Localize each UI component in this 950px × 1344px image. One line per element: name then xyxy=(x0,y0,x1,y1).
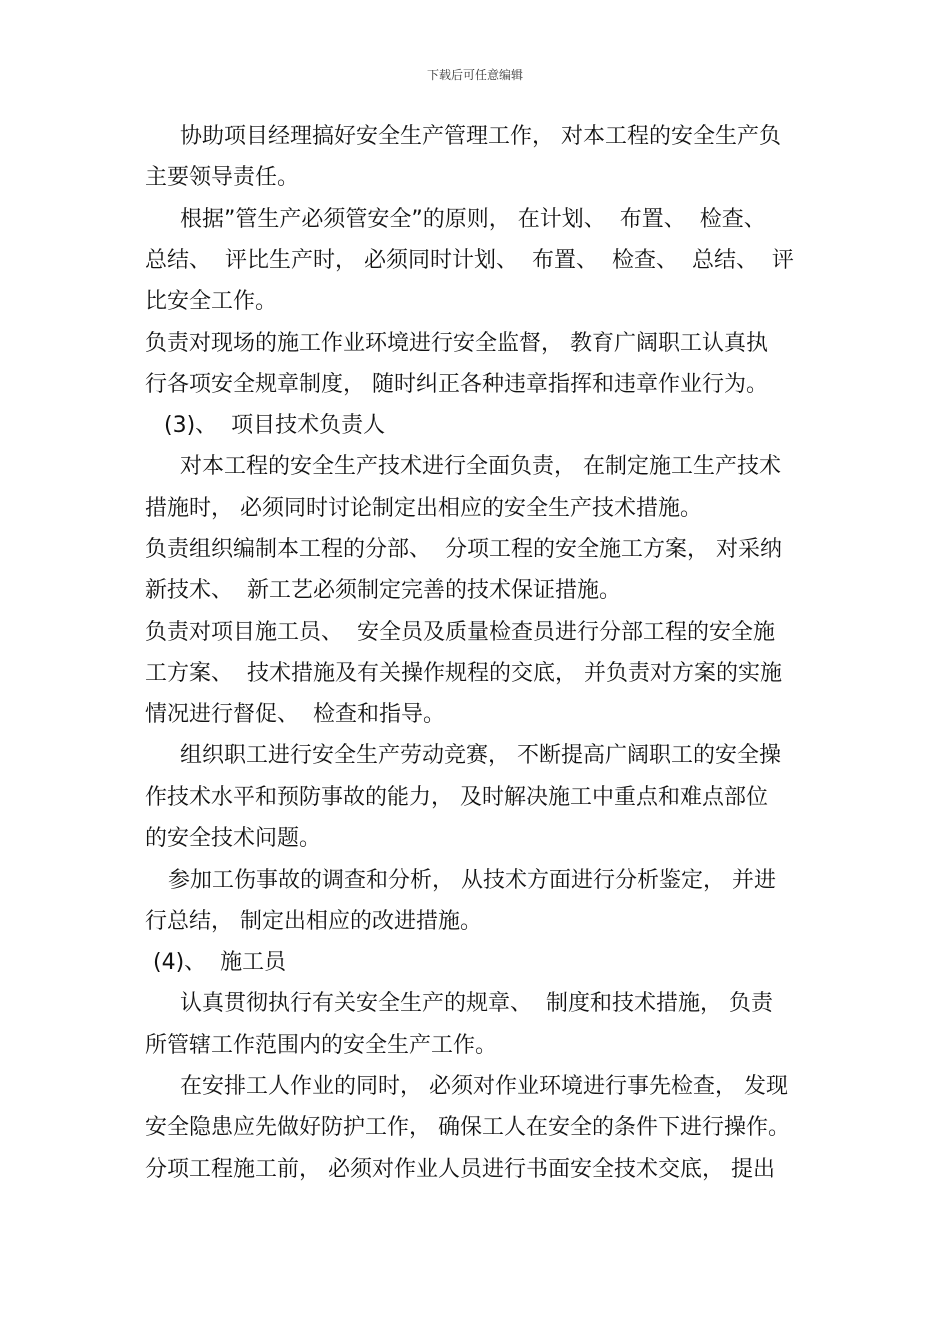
text-line: 负责对项目施工员、 安全员及质量检查员进行分部工程的安全施 xyxy=(145,620,775,645)
text-line: 分项工程施工前， 必须对作业人员进行书面安全技术交底， 提出 xyxy=(145,1157,775,1182)
text-line: 根据”管生产必须管安全”的原则， 在计划、 布置、 检查、 xyxy=(180,207,766,232)
text-line: 比安全工作。 xyxy=(145,289,278,314)
text-line: 认真贯彻执行有关安全生产的规章、 制度和技术措施， 负责 xyxy=(180,991,773,1016)
text-line: 新技术、 新工艺必须制定完善的技术保证措施。 xyxy=(145,578,621,603)
text-line: 作技术水平和预防事故的能力， 及时解决施工中重点和难点部位 xyxy=(145,785,768,810)
text-line: 所管辖工作范围内的安全生产工作。 xyxy=(145,1033,498,1058)
text-line: 主要领导责任。 xyxy=(145,165,300,190)
text-line: 措施时， 必须同时讨论制定出相应的安全生产技术措施。 xyxy=(145,496,702,521)
section-heading: (4)、 施工员 xyxy=(153,950,287,975)
text-line: 行各项安全规章制度， 随时纠正各种违章指挥和违章作业行为。 xyxy=(145,372,768,397)
text-line: 行总结， 制定出相应的改进措施。 xyxy=(145,909,482,934)
text-line: 安全隐患应先做好防护工作， 确保工人在安全的条件下进行操作。 xyxy=(145,1115,790,1140)
text-line: 协助项目经理搞好安全生产管理工作， 对本工程的安全生产负 xyxy=(180,124,781,149)
text-line: 情况进行督促、 检查和指导。 xyxy=(145,702,445,727)
text-line: 负责组织编制本工程的分部、 分项工程的安全施工方案， 对采纳 xyxy=(145,537,782,562)
text-line: 的安全技术问题。 xyxy=(145,826,322,851)
page-header: 下载后可任意编辑 xyxy=(426,68,523,82)
section-heading: (3)、 项目技术负责人 xyxy=(164,413,386,438)
text-line: 在安排工人作业的同时， 必须对作业环境进行事先检查， 发现 xyxy=(180,1074,788,1099)
text-line: 组织职工进行安全生产劳动竞赛， 不断提高广阔职工的安全操 xyxy=(180,743,781,768)
text-line: 工方案、 技术措施及有关操作规程的交底， 并负责对方案的实施 xyxy=(145,661,782,686)
text-line: 对本工程的安全生产技术进行全面负责， 在制定施工生产技术 xyxy=(180,454,781,479)
text-line: 参加工伤事故的调查和分析， 从技术方面进行分析鉴定， 并进 xyxy=(168,868,776,893)
text-line: 负责对现场的施工作业环境进行安全监督， 教育广阔职工认真执 xyxy=(145,331,768,356)
text-line: 总结、 评比生产时， 必须同时计划、 布置、 检查、 总结、 评 xyxy=(145,248,794,273)
